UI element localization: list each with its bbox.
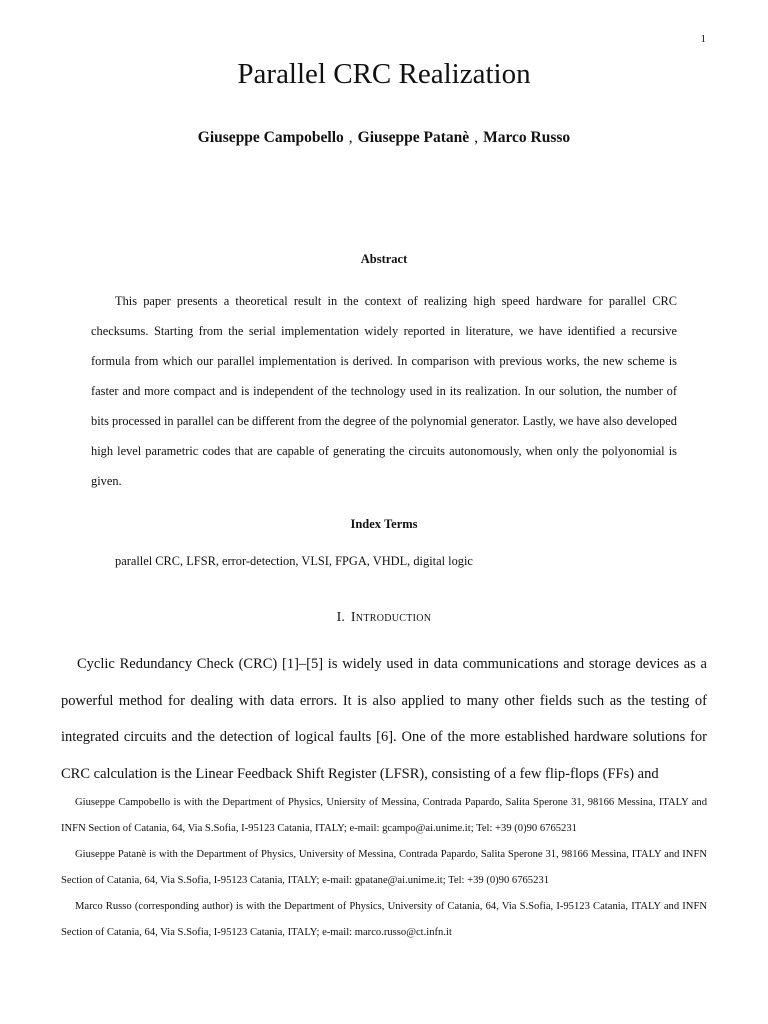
footnote: Marco Russo (corresponding author) is with the Department of Physics, University of Catania, 64, Via S.Sofia, I-95123 Catania, ITALY and INFN Section of Catania, 64, Via S.Sofia, I-95123 Catania, ITALY; e-mail: marco.russo@ct.infn.it (61, 901, 707, 938)
section-title: Introduction (350, 610, 432, 625)
section-heading (0, 610, 768, 626)
author-separator: , (348, 129, 353, 146)
author-name: Giuseppe Campobello (197, 129, 344, 146)
author-separator: , (474, 129, 479, 146)
index-terms-text: parallel CRC, LFSR, error-detection, VLSI, FPGA, VHDL, digital logic (115, 554, 473, 568)
footnote: Giuseppe Patanè is with the Department of Physics, University of Messina, Contrada Papardo, Salita Sperone 31, 98166 Messina, ITALY and INFN Section of Catania, 64, Via S.Sofia, I-95123 Catania, ITALY; e-mail: gpatane@ai.unime.it; Tel: +39 (0)90 6765231 (61, 849, 707, 886)
paper-title: Parallel CRC Realization (237, 58, 531, 90)
footnote: Giuseppe Campobello is with the Department of Physics, Uniersity of Messina, Contrada Papardo, Salita Sperone 31, 98166 Messina, ITALY and INFN Section of Catania, 64, Via S.Sofia, I-95123 Catania, ITALY; e-mail: gcampo@ai.unime.it; Tel: +39 (0)90 6765231 (61, 797, 707, 834)
index-terms-heading: Index Terms (350, 517, 418, 531)
author-name: Marco Russo (483, 129, 571, 146)
abstract-text: This paper presents a theoretical result in the context of realizing high speed hardware for parallel CRC checksums. Starting from the serial implementation widely reported in literature, we have identified a recursive formula from which our parallel implementation is derived. In comparison with previous works, the new scheme is faster and more compact and is independent of the technology used in its realization. In our solution, the number of bits processed in parallel can be different from the degree of the polynomial generator. Lastly, we have also developed high level parametric codes that are capable of generating the circuits autonomously, when only the polyonomial is given. (91, 294, 677, 488)
introduction-paragraph: Cyclic Redundancy Check (CRC) [1]–[5] is widely used in data communications and storage devices as a powerful method for dealing with data errors. It is also applied to many other fields such as the testing of integrated circuits and the detection of logical faults [6]. One of the more established hardware solutions for CRC calculation is the Linear Feedback Shift Register (LFSR), consisting of a few flip-flops (FFs) and (61, 656, 707, 782)
page-number: 1 (700, 33, 706, 45)
author-name: Giuseppe Patanè (357, 129, 470, 146)
abstract-heading: Abstract (360, 252, 408, 266)
section-number: I. (336, 610, 345, 625)
author-list (0, 129, 768, 147)
footnotes (61, 790, 707, 946)
